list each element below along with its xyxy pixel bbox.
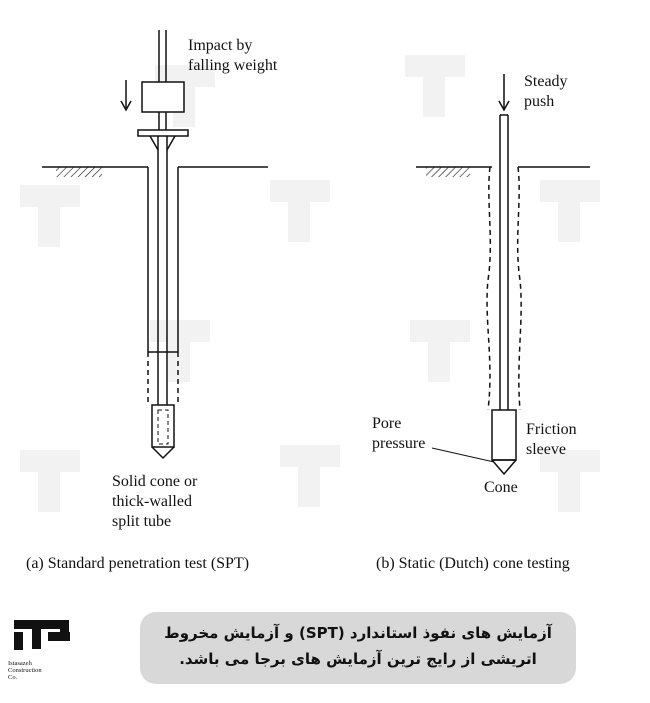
spt-cone-tip: [152, 447, 174, 458]
spt-ground-hatch: [56, 167, 102, 177]
push-label-line2: push: [524, 93, 555, 110]
logo-text-line1: Istasazeh: [8, 660, 32, 667]
cpt-disturbed-zone-left: [487, 167, 490, 410]
logo-text-line3: Co.: [8, 674, 18, 681]
tip-label-line3: split tube: [112, 513, 172, 530]
logo-mark-icon: [8, 614, 76, 660]
cpt-cone-tip: [492, 460, 516, 474]
spt-anvil-plate: [138, 130, 188, 136]
logo-text-line2: Construction: [8, 667, 42, 674]
banner-line2: اتریشی از رایج ترین آزمایش های برجا می باشد.: [179, 650, 537, 668]
push-label-line1: Steady: [524, 73, 568, 90]
tip-label-line1: Solid cone or: [112, 473, 198, 490]
cone-label: Cone: [484, 479, 518, 496]
tip-label-line2: thick-walled: [112, 493, 192, 510]
pore-label-line2: pressure: [372, 435, 426, 452]
spt-rod-collar: [150, 136, 175, 150]
spt-drop-weight: [142, 82, 184, 112]
cpt-friction-sleeve: [492, 410, 516, 460]
spt-caption: (a) Standard penetration test (SPT): [26, 555, 250, 572]
cpt-disturbed-zone-right: [518, 167, 521, 410]
spt-diagram: [42, 30, 268, 458]
cpt-ground-hatch: [426, 167, 470, 177]
cpt-caption: (b) Static (Dutch) cone testing: [376, 555, 570, 572]
persian-caption-banner: [140, 612, 576, 684]
impact-label-line1: Impact by: [188, 37, 253, 54]
cpt-diagram: [416, 74, 590, 474]
banner-line1: آزمایش های نفوذ استاندارد (SPT) و آزمایش مخروط: [164, 624, 552, 642]
friction-label-line2: sleeve: [526, 441, 566, 458]
impact-label-line2: falling weight: [188, 57, 278, 74]
spt-split-tube: [152, 405, 174, 447]
company-logo: [8, 614, 76, 688]
pore-label-line1: Pore: [372, 415, 402, 432]
friction-label-line1: Friction: [526, 421, 577, 438]
cpt-pore-leader: [432, 448, 494, 462]
